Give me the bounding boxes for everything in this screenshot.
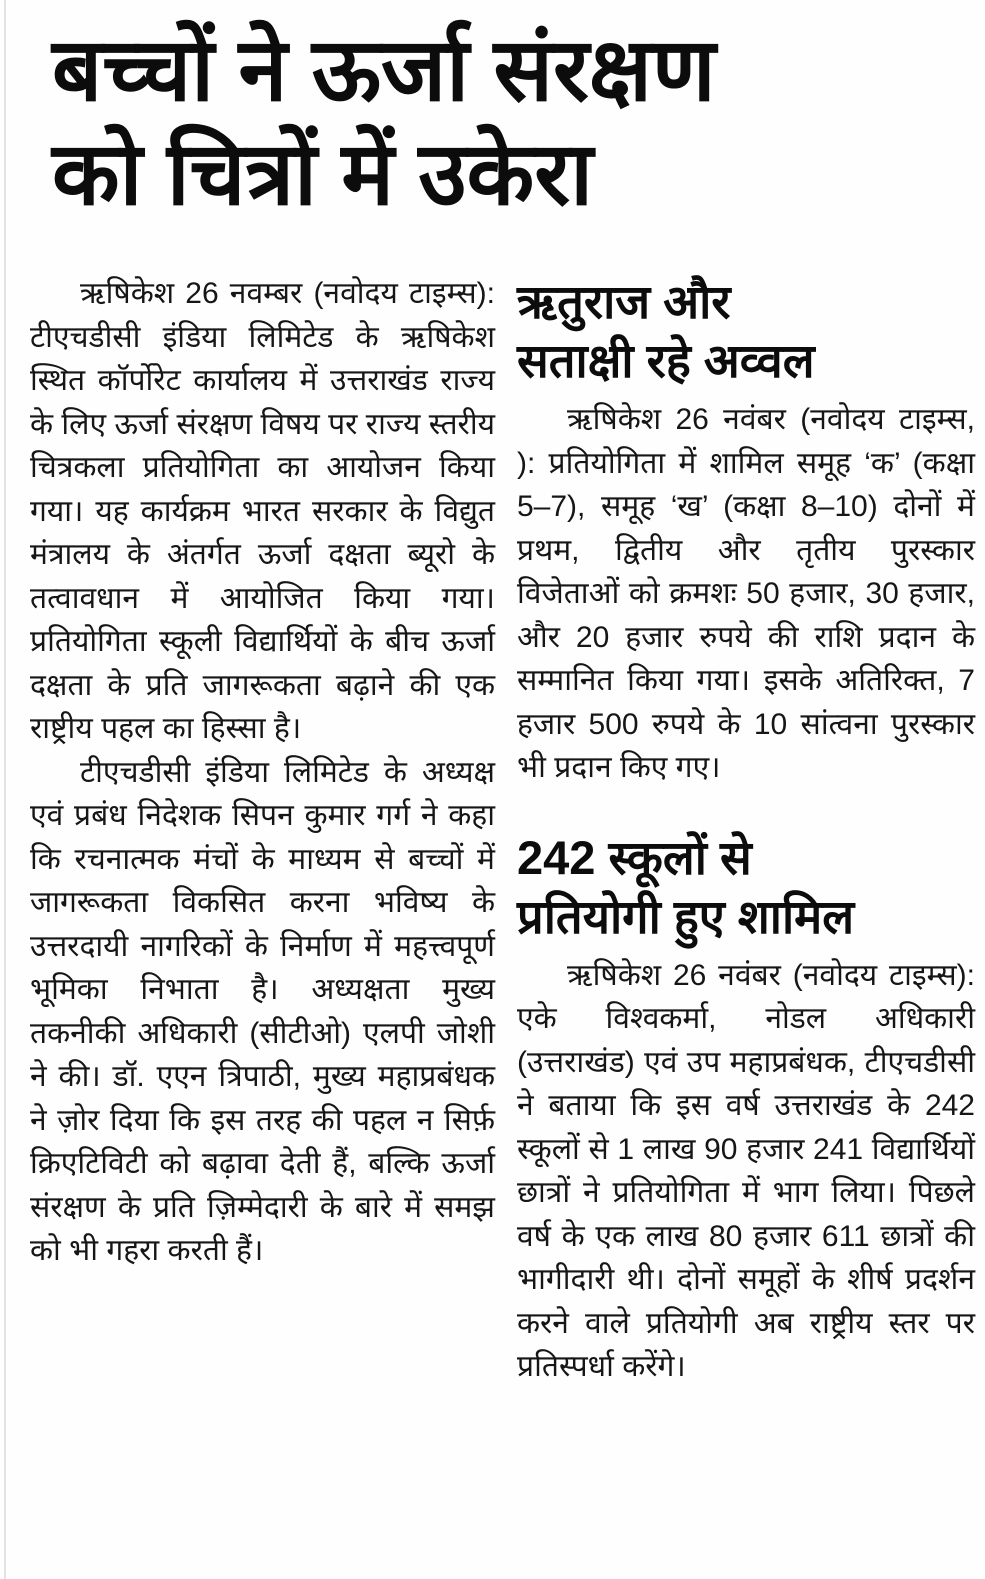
scan-edge-line xyxy=(4,0,6,1579)
main-headline-line-2: को चित्रों में उकेरा xyxy=(52,124,593,223)
sub-article-winners-heading-line-1: ऋतुराज और xyxy=(517,275,731,328)
sub-article-winners-heading xyxy=(517,272,975,390)
sub-article-schools-heading-line-1: 242 स्कूलों से xyxy=(517,830,752,884)
main-headline-line-1: बच्चों ने ऊर्जा संरक्षण xyxy=(52,20,716,119)
sub-article-winners-body: ऋषिकेश 26 नवंबर (नवोदय टाइम्स, ): प्रतियोगिता में शामिल समूह ‘क’ (कक्षा 5–7), समूह ‘ख’ (कक्षा 8–10) दोनों में प्रथम, द्वितीय और तृतीय पुरस्कार विजेताओं को क्रमशः 50 हजार, 30 हजार, और 20 हजार रुपये की राशि प्रदान के सम्मानित किया गया। इसके अतिरिक्त, 7 हजार 500 रुपये के 10 सांत्वना पुरस्कार भी प्रदान किए गए। xyxy=(517,403,975,784)
left-column xyxy=(30,272,495,1389)
main-headline xyxy=(52,18,962,226)
sub-article-winners-heading-line-2: सताक्षी रहे अव्वल xyxy=(517,334,815,387)
sub-article-schools-heading xyxy=(517,828,975,946)
sub-article-schools-body: ऋषिकेश 26 नवंबर (नवोदय टाइम्स): एके विश्वकर्मा, नोडल अधिकारी (उत्तराखंड) एवं उप महाप्रबंधक, टीएचडीसी ने बताया कि इस वर्ष उत्तराखंड के 242 स्कूलों से 1 लाख 90 हजार 241 विद्यार्थियों छात्रों ने प्रतियोगिता में भाग लिया। पिछले वर्ष के एक लाख 80 हजार 611 छात्रों की भागीदारी थी। दोनों समूहों के शीर्ष प्रदर्शन करने वाले प्रतियोगी अब राष्ट्रीय स्तर पर प्रतिस्पर्धा करेंगे। xyxy=(517,958,975,1383)
right-column xyxy=(517,272,975,1389)
left-column-paragraph-2: टीएचडीसी इंडिया लिमिटेड के अध्यक्ष एवं प्रबंध निदेशक सिपन कुमार गर्ग ने कहा कि रचनात्मक मंचों के माध्यम से बच्चों में जागरूकता विकसित करना भविष्य के उत्तरदायी नागरिकों के निर्माण में महत्त्वपूर्ण भूमिका निभाता है। अध्यक्षता मुख्य तकनीकी अधिकारी (सीटीओ) एलपी जोशी ने की। डॉ. एएन त्रिपाठी, मुख्य महाप्रबंधक ने ज़ोर दिया कि इस तरह की पहल न सिर्फ़ क्रिएटिविटी को बढ़ावा देती हैं, बल्कि ऊर्जा संरक्षण के प्रति ज़िम्मेदारी के बारे में समझ को भी गहरा करती हैं। xyxy=(30,755,495,1267)
article-columns xyxy=(30,272,975,1389)
sub-article-schools-heading-line-2: प्रतियोगी हुए शामिल xyxy=(517,889,855,943)
sub-article-schools xyxy=(517,828,975,1389)
sub-article-winners xyxy=(517,272,975,790)
left-column-paragraph-1: ऋषिकेश 26 नवम्बर (नवोदय टाइम्स): टीएचडीसी इंडिया लिमिटेड के ऋषिकेश स्थित कॉर्पोरेट कार्यालय में उत्तराखंड राज्य के लिए ऊर्जा संरक्षण विषय पर राज्य स्तरीय चित्रकला प्रतियोगिता का आयोजन किया गया। यह कार्यक्रम भारत सरकार के विद्युत मंत्रालय के अंतर्गत ऊर्जा दक्षता ब्यूरो के तत्वावधान में आयोजित किया गया। प्रतियोगिता स्कूली विद्यार्थियों के बीच ऊर्जा दक्षता के प्रति जागरूकता बढ़ाने की एक राष्ट्रीय पहल का हिस्सा है। xyxy=(30,277,495,745)
